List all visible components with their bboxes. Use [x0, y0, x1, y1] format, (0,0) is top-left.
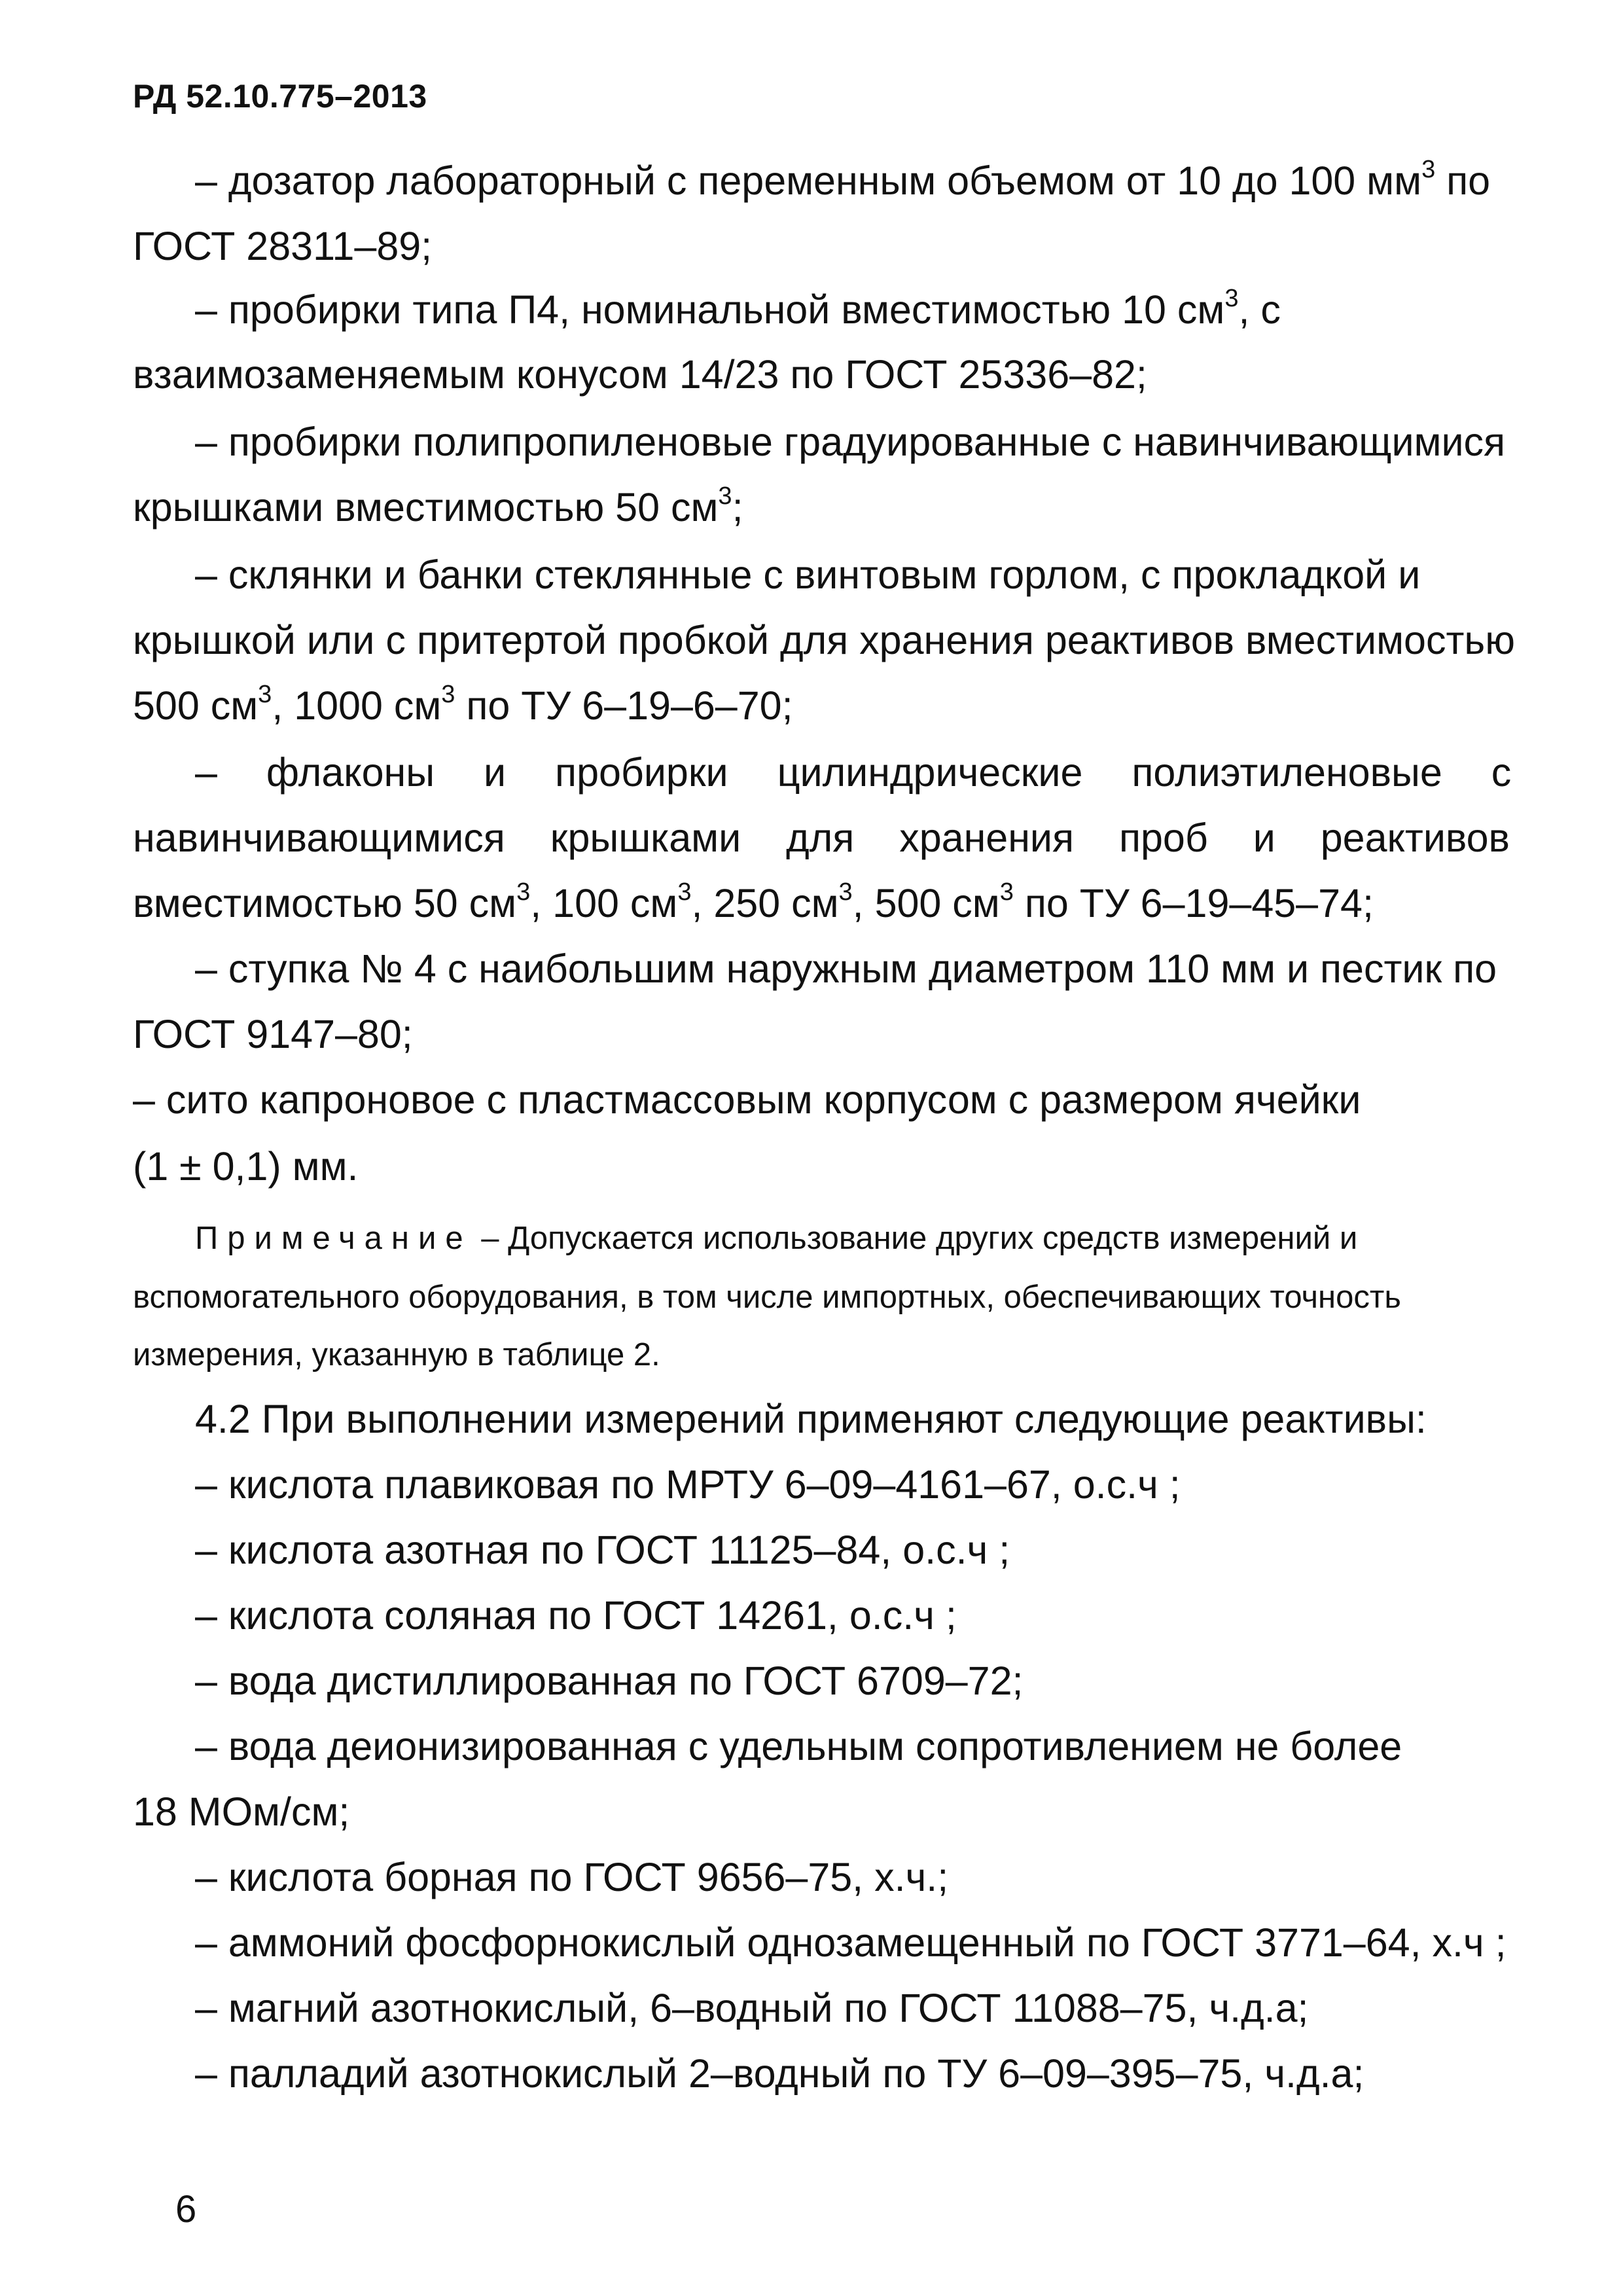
item-dozator-line1: – дозатор лабораторный с переменным объемом от 10 до 100 $мм^3$ по: [195, 156, 1491, 203]
item-dozator-line2: ГОСТ 28311–89;: [133, 224, 433, 268]
item-flakony-line2: навинчивающимися крышками для хранения проб и реактивов: [133, 816, 1510, 860]
item-sito-line2: (1 ± 0,1) мм.: [133, 1144, 359, 1189]
reagent-item: – кислота борная по ГОСТ 9656–75, х.ч.;: [195, 1855, 949, 1899]
item-sklyanki-line1: – склянки и банки стеклянные с винтовым горлом, с прокладкой и: [195, 552, 1421, 597]
reagent-item: – кислота соляная по ГОСТ 14261, о.с.ч ;: [195, 1593, 957, 1638]
item-sklyanki-line2: крышкой или с притертой пробкой для хранения реактивов вместимостью: [133, 618, 1515, 662]
item-polipropilen-line1: – пробирки полипропиленовые градуированные с навинчивающимися: [195, 420, 1506, 464]
note-label: Примечание: [195, 1221, 473, 1256]
item-sklyanki-line3: 500 $см^3$, 1000 $см^3$ по ТУ 6–19–6–70;: [133, 681, 793, 728]
item-stupka-line2: ГОСТ 9147–80;: [133, 1012, 413, 1056]
reagent-item: – палладий азотнокислый 2–водный по ТУ 6–09–395–75, ч.д.а;: [195, 2051, 1364, 2096]
note-line3: измерения, указанную в таблице 2.: [133, 1337, 660, 1372]
note-line2: вспомогательного оборудования, в том числе импортных, обеспечивающих точность: [133, 1280, 1401, 1315]
reagent-item: – кислота азотная по ГОСТ 11125–84, о.с.ч ;: [195, 1528, 1010, 1572]
reagents-intro: 4.2 При выполнении измерений применяют следующие реактивы:: [195, 1397, 1427, 1441]
document-code-header: РД 52.10.775–2013: [133, 78, 427, 115]
reagent-item: – аммоний фосфорнокислый однозамещенный по ГОСТ 3771–64, х.ч ;: [195, 1920, 1507, 1965]
reagent-item: – магний азотнокислый, 6–водный по ГОСТ 11088–75, ч.д.а;: [195, 1986, 1309, 2030]
item-stupka-line1: – ступка № 4 с наибольшим наружным диаметром 110 мм и пестик по: [195, 946, 1497, 991]
reagent-item: – кислота плавиковая по МРТУ 6–09–4161–67, о.с.ч ;: [195, 1462, 1181, 1507]
page-number: 6: [175, 2188, 197, 2231]
reagent-item: – вода дистиллированная по ГОСТ 6709–72;: [195, 1659, 1024, 1703]
note-line1: Примечание – Допускается использование других средств измерений и: [195, 1221, 1358, 1256]
item-probirki-p4-line2: взаимозаменяемым конусом 14/23 по ГОСТ 25336–82;: [133, 352, 1147, 397]
reagent-item: 18 МОм/см;: [133, 1789, 350, 1834]
reagent-item: – вода деионизированная с удельным сопротивлением не более: [195, 1724, 1402, 1768]
item-polipropilen-line2: крышками вместимостью 50 $см^3$;: [133, 482, 743, 529]
item-sito-line1: – сито капроновое с пластмассовым корпусом с размером ячейки: [133, 1077, 1361, 1122]
item-probirki-p4-line1: – пробирки типа П4, номинальной вместимостью 10 $см^3$, с: [195, 285, 1281, 332]
item-flakony-line1: – флаконы и пробирки цилиндрические полиэтиленовые с: [195, 750, 1512, 795]
item-flakony-line3: вместимостью 50 $см^3$, 100 $см^3$, 250 $см^3$, 500 $см^3$ по ТУ 6–19–45–74;: [133, 878, 1374, 925]
